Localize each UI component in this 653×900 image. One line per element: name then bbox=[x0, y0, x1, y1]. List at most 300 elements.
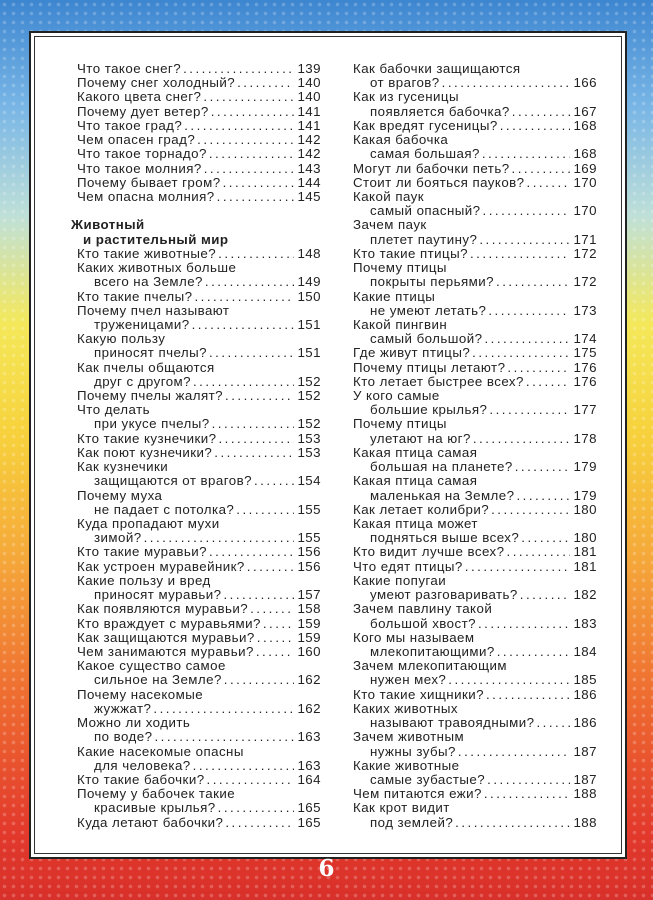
spacer bbox=[77, 204, 321, 218]
toc-entry-line: Какой паук bbox=[353, 188, 425, 204]
dot-leader bbox=[484, 787, 571, 801]
toc-entry-title: самые зубастые? bbox=[370, 771, 486, 787]
toc-page-number: 141 bbox=[297, 103, 321, 119]
toc-page-number: 152 bbox=[297, 373, 321, 389]
toc-entry-line bbox=[77, 190, 321, 204]
toc-entry[interactable] bbox=[353, 474, 597, 502]
toc-page-number: 164 bbox=[297, 771, 321, 787]
toc-entry-line bbox=[353, 346, 597, 360]
toc-page-number: 142 bbox=[297, 146, 321, 162]
toc-entry[interactable] bbox=[77, 816, 321, 830]
toc-page-number: 170 bbox=[573, 203, 597, 219]
toc-entry[interactable] bbox=[77, 133, 321, 147]
toc-entry-line: У кого самые bbox=[353, 388, 440, 404]
toc-entry-title: Почему дует ветер? bbox=[77, 103, 209, 119]
toc-entry-line bbox=[353, 233, 597, 247]
toc-entry-line: Зачем паук bbox=[353, 217, 427, 233]
toc-page-number: 153 bbox=[297, 430, 321, 446]
toc-entry-line bbox=[77, 76, 321, 90]
toc-entry[interactable] bbox=[77, 332, 321, 360]
toc-entry-title: Чем занимаются муравьи? bbox=[77, 643, 254, 659]
toc-entry-line bbox=[353, 275, 597, 289]
toc-entry-line: Какую пользу bbox=[77, 331, 166, 347]
toc-entry[interactable] bbox=[353, 631, 597, 659]
toc-page-number: 183 bbox=[573, 615, 597, 631]
toc-entry-line bbox=[77, 602, 321, 616]
toc-entry[interactable] bbox=[77, 403, 321, 431]
toc-page-number: 172 bbox=[573, 274, 597, 290]
toc-entry[interactable] bbox=[77, 361, 321, 389]
dot-leader bbox=[144, 531, 295, 545]
toc-page-number: 163 bbox=[297, 757, 321, 773]
toc-entry[interactable] bbox=[353, 176, 597, 190]
toc-entry-line bbox=[353, 745, 597, 759]
toc-entry-line: Какие пользу и вред bbox=[77, 572, 211, 588]
toc-entry-line: Какой пингвин bbox=[353, 316, 448, 332]
toc-page-number: 156 bbox=[297, 558, 321, 574]
toc-entry[interactable] bbox=[77, 688, 321, 716]
dot-leader bbox=[257, 631, 295, 645]
toc-entry-title: плетет паутину? bbox=[370, 231, 478, 247]
toc-entry-line bbox=[353, 545, 597, 559]
toc-page-number: 165 bbox=[297, 814, 321, 830]
toc-entry[interactable] bbox=[77, 716, 321, 744]
contents-column-right bbox=[353, 62, 597, 830]
dot-leader bbox=[516, 489, 570, 503]
toc-entry-line bbox=[77, 631, 321, 645]
toc-entry-title: Как появляются муравьи? bbox=[77, 601, 249, 617]
toc-page-number: 151 bbox=[297, 316, 321, 332]
toc-entry-title: Почему бывает гром? bbox=[77, 174, 221, 190]
toc-page-number: 187 bbox=[573, 743, 597, 759]
toc-entry[interactable] bbox=[353, 417, 597, 445]
toc-page-number: 179 bbox=[573, 487, 597, 503]
toc-entry[interactable] bbox=[77, 645, 321, 659]
toc-entry[interactable] bbox=[353, 318, 597, 346]
toc-entry-line: Почему муха bbox=[77, 487, 163, 503]
toc-entry-title: друг с другом? bbox=[94, 373, 191, 389]
toc-page-number: 176 bbox=[573, 373, 597, 389]
dot-leader bbox=[153, 702, 294, 716]
toc-entry[interactable] bbox=[77, 787, 321, 815]
toc-entry[interactable] bbox=[353, 503, 597, 517]
toc-entry-line bbox=[77, 545, 321, 559]
dot-leader bbox=[486, 688, 570, 702]
toc-entry-line bbox=[77, 162, 321, 176]
toc-entry-title: Где живут птицы? bbox=[353, 345, 471, 361]
dot-leader bbox=[237, 76, 294, 90]
toc-entry[interactable] bbox=[353, 261, 597, 289]
toc-page-number: 142 bbox=[297, 132, 321, 148]
dot-leader bbox=[491, 503, 570, 517]
dot-leader bbox=[223, 588, 294, 602]
toc-entry[interactable] bbox=[353, 759, 597, 787]
dot-leader bbox=[483, 204, 571, 218]
toc-page-number: 168 bbox=[573, 146, 597, 162]
toc-entry[interactable] bbox=[353, 574, 597, 602]
toc-entry[interactable] bbox=[353, 801, 597, 829]
dot-leader bbox=[473, 432, 571, 446]
dot-leader bbox=[205, 275, 295, 289]
dot-leader bbox=[526, 375, 571, 389]
toc-entry-line: Какие птицы bbox=[353, 288, 436, 304]
toc-entry-title: Что такое снег? bbox=[77, 61, 182, 76]
toc-entry-title: защищаются от врагов? bbox=[94, 473, 252, 489]
toc-entry-line bbox=[77, 702, 321, 716]
toc-entry-line bbox=[77, 730, 321, 744]
toc-entry-line: Почему насекомые bbox=[77, 686, 204, 702]
toc-entry[interactable] bbox=[353, 361, 597, 375]
toc-entry[interactable] bbox=[353, 545, 597, 559]
toc-entry[interactable] bbox=[353, 190, 597, 218]
dot-leader bbox=[250, 602, 294, 616]
toc-entry-line bbox=[77, 119, 321, 133]
toc-entry-title: Почему пчелы жалят? bbox=[77, 388, 223, 404]
toc-entry-title: подняться выше всех? bbox=[370, 530, 520, 546]
toc-entry-title: Кто видит лучше всех? bbox=[353, 544, 505, 560]
toc-entry[interactable] bbox=[77, 602, 321, 616]
toc-entry[interactable] bbox=[353, 218, 597, 246]
dot-leader bbox=[536, 716, 570, 730]
toc-entry-line bbox=[77, 346, 321, 360]
toc-entry[interactable] bbox=[77, 773, 321, 787]
toc-page-number: 179 bbox=[573, 459, 597, 475]
dot-leader bbox=[197, 133, 294, 147]
toc-entry-title: по воде? bbox=[94, 729, 153, 745]
toc-entry[interactable] bbox=[353, 389, 597, 417]
toc-page-number: 170 bbox=[573, 174, 597, 190]
toc-entry[interactable] bbox=[353, 702, 597, 730]
toc-entry-line: Какая птица самая bbox=[353, 444, 478, 460]
toc-entry[interactable] bbox=[77, 90, 321, 104]
dot-leader bbox=[507, 545, 571, 559]
toc-page-number: 171 bbox=[573, 231, 597, 247]
toc-entry[interactable] bbox=[77, 162, 321, 176]
dot-leader bbox=[218, 432, 294, 446]
page-number: 6 bbox=[318, 855, 335, 882]
toc-entry-title: при укусе пчелы? bbox=[94, 416, 210, 432]
toc-page-number: 145 bbox=[297, 188, 321, 204]
toc-entry-line bbox=[353, 176, 597, 190]
dot-leader bbox=[515, 460, 571, 474]
toc-entry-title: улетают на юг? bbox=[370, 430, 471, 446]
toc-entry-title: млекопитающими? bbox=[370, 643, 495, 659]
toc-entry-line bbox=[77, 176, 321, 190]
toc-entry[interactable] bbox=[77, 574, 321, 602]
toc-entry-title: Почему снег холодный? bbox=[77, 75, 236, 91]
toc-page-number: 176 bbox=[573, 359, 597, 375]
toc-entry-line: Какое существо самое bbox=[77, 658, 226, 674]
toc-entry-line: Как пчелы общаются bbox=[77, 359, 215, 375]
toc-page-number: 188 bbox=[573, 786, 597, 802]
toc-page-number: 139 bbox=[297, 61, 321, 76]
toc-entry-line bbox=[353, 361, 597, 375]
toc-entry-line bbox=[77, 588, 321, 602]
toc-entry-line bbox=[353, 147, 597, 161]
toc-page-number: 151 bbox=[297, 345, 321, 361]
toc-entry[interactable] bbox=[353, 162, 597, 176]
toc-entry-line: Почему птицы bbox=[353, 260, 447, 276]
toc-entry-line bbox=[77, 375, 321, 389]
toc-entry[interactable] bbox=[77, 76, 321, 90]
toc-entry-title: большая на планете? bbox=[370, 459, 513, 475]
toc-entry-line bbox=[353, 460, 597, 474]
toc-entry[interactable] bbox=[77, 659, 321, 687]
toc-page-number: 160 bbox=[297, 643, 321, 659]
toc-page-number: 153 bbox=[297, 444, 321, 460]
dot-leader bbox=[209, 147, 295, 161]
toc-entry[interactable] bbox=[77, 261, 321, 289]
toc-page-number: 148 bbox=[297, 245, 321, 261]
dot-leader bbox=[442, 76, 571, 90]
dot-leader bbox=[458, 745, 571, 759]
toc-entry[interactable] bbox=[353, 730, 597, 758]
toc-page-number: 158 bbox=[297, 601, 321, 617]
dot-leader bbox=[254, 474, 294, 488]
toc-entry-title: Кто такие кузнечики? bbox=[77, 430, 217, 446]
toc-entry[interactable] bbox=[77, 631, 321, 645]
toc-entry-title: Чем опасна молния? bbox=[77, 188, 215, 204]
toc-page-number: 173 bbox=[573, 302, 597, 318]
toc-entry-line bbox=[77, 147, 321, 161]
toc-entry[interactable] bbox=[77, 517, 321, 545]
toc-page-number: 141 bbox=[297, 117, 321, 133]
toc-entry[interactable] bbox=[353, 133, 597, 161]
toc-entry-title: Как вредят гусеницы? bbox=[353, 117, 498, 133]
toc-entry-title: Чем питаются ежи? bbox=[353, 786, 482, 802]
toc-entry-line: Кого мы называем bbox=[353, 629, 475, 645]
toc-entry-line bbox=[353, 773, 597, 787]
dot-leader bbox=[478, 617, 570, 631]
toc-entry-line bbox=[77, 318, 321, 332]
toc-entry-line bbox=[77, 105, 321, 119]
dot-leader bbox=[247, 560, 295, 574]
toc-entry-line bbox=[353, 716, 597, 730]
dot-leader bbox=[224, 673, 295, 687]
toc-page-number: 165 bbox=[297, 800, 321, 816]
toc-entry-line: Почему у бабочек такие bbox=[77, 786, 236, 802]
toc-entry-line bbox=[77, 617, 321, 631]
toc-entry-title: Что такое молния? bbox=[77, 160, 202, 176]
toc-entry-line: Куда пропадают мухи bbox=[77, 516, 220, 531]
dot-leader bbox=[193, 759, 295, 773]
toc-entry[interactable] bbox=[353, 346, 597, 360]
toc-entry-line bbox=[77, 801, 321, 815]
dot-leader bbox=[212, 417, 295, 431]
toc-entry-title: Чем опасен град? bbox=[77, 132, 196, 148]
toc-entry[interactable] bbox=[77, 432, 321, 446]
toc-entry[interactable] bbox=[77, 446, 321, 460]
toc-entry[interactable] bbox=[77, 560, 321, 574]
dot-leader bbox=[479, 233, 570, 247]
toc-entry-line: Какие животные bbox=[353, 757, 460, 773]
toc-page-number: 140 bbox=[297, 75, 321, 91]
toc-page-number: 186 bbox=[573, 715, 597, 731]
dot-leader bbox=[204, 162, 295, 176]
toc-entry-line bbox=[77, 645, 321, 659]
toc-entry[interactable] bbox=[77, 62, 321, 76]
toc-entry-title: Что такое торнадо? bbox=[77, 146, 207, 162]
toc-entry[interactable] bbox=[77, 460, 321, 488]
dot-leader bbox=[256, 645, 295, 659]
toc-entry-line: Зачем млекопитающим bbox=[353, 658, 507, 674]
toc-entry-line: Почему птицы bbox=[353, 416, 447, 432]
toc-entry[interactable] bbox=[77, 745, 321, 773]
toc-page-number: 140 bbox=[297, 89, 321, 105]
toc-entry[interactable] bbox=[77, 119, 321, 133]
toc-page-number: 175 bbox=[573, 345, 597, 361]
toc-entry[interactable] bbox=[77, 545, 321, 559]
toc-entry-title: не падает с потолка? bbox=[94, 501, 235, 517]
toc-entry-line: Какая птица может bbox=[353, 516, 478, 531]
toc-entry-line: Что делать bbox=[77, 402, 150, 418]
toc-entry-line bbox=[353, 787, 597, 801]
section-heading: и растительный мир bbox=[83, 231, 229, 247]
toc-entry[interactable] bbox=[353, 688, 597, 702]
toc-entry-line bbox=[353, 560, 597, 574]
toc-entry-line bbox=[77, 247, 321, 261]
dot-leader bbox=[223, 176, 295, 190]
toc-entry-title: Кто такие муравьи? bbox=[77, 544, 207, 560]
toc-entry-title: красивые крылья? bbox=[94, 800, 216, 816]
toc-entry-line bbox=[353, 617, 597, 631]
toc-entry-line bbox=[353, 247, 597, 261]
toc-entry-title: нужны зубы? bbox=[370, 743, 456, 759]
toc-entry-title: большие крылья? bbox=[370, 402, 488, 418]
toc-entry[interactable] bbox=[353, 659, 597, 687]
toc-entry[interactable] bbox=[353, 290, 597, 318]
toc-page-number: 157 bbox=[297, 587, 321, 603]
toc-entry-line bbox=[77, 474, 321, 488]
toc-entry-line bbox=[77, 560, 321, 574]
dot-leader bbox=[488, 304, 570, 318]
toc-entry-title: Как летает колибри? bbox=[353, 501, 490, 517]
toc-entry-line bbox=[77, 62, 321, 76]
toc-page-number: 154 bbox=[297, 473, 321, 489]
toc-page-number: 152 bbox=[297, 416, 321, 432]
toc-entry-line bbox=[77, 446, 321, 460]
toc-entry-line bbox=[353, 432, 597, 446]
dot-leader bbox=[500, 119, 571, 133]
toc-entry-title: от врагов? bbox=[370, 75, 440, 91]
toc-entry[interactable] bbox=[353, 602, 597, 630]
toc-entry-line bbox=[77, 531, 321, 545]
toc-entry-line bbox=[353, 489, 597, 503]
toc-entry-line bbox=[77, 417, 321, 431]
toc-entry-title: Стоит ли бояться пауков? bbox=[353, 174, 525, 190]
toc-entry-line bbox=[353, 503, 597, 517]
toc-entry[interactable] bbox=[353, 90, 597, 118]
dot-leader bbox=[154, 730, 294, 744]
toc-entry[interactable] bbox=[77, 190, 321, 204]
toc-entry-title: Куда летают бабочки? bbox=[77, 814, 224, 830]
toc-entry[interactable] bbox=[353, 517, 597, 545]
toc-entry-line: Зачем животным bbox=[353, 729, 465, 745]
toc-entry-line: Почему пчел называют bbox=[77, 302, 230, 318]
dot-leader bbox=[520, 588, 571, 602]
toc-entry-title: жужжат? bbox=[94, 700, 152, 716]
toc-entry-line: Как из гусеницы bbox=[353, 89, 459, 105]
dot-leader bbox=[192, 318, 295, 332]
contents-frame bbox=[29, 31, 627, 859]
toc-entry-title: Как устроен муравейник? bbox=[77, 558, 245, 574]
toc-entry[interactable] bbox=[353, 560, 597, 574]
toc-entry-title: нужен мех? bbox=[370, 672, 447, 688]
toc-page-number: 150 bbox=[297, 288, 321, 304]
toc-entry-line bbox=[353, 531, 597, 545]
toc-entry-line bbox=[77, 133, 321, 147]
toc-entry[interactable] bbox=[353, 247, 597, 261]
toc-page-number: 155 bbox=[297, 530, 321, 546]
section-heading: Животный bbox=[71, 217, 145, 233]
toc-entry-title: под землей? bbox=[370, 814, 454, 830]
toc-entry-line: Как бабочки защищаются bbox=[353, 61, 521, 76]
toc-page-number: 177 bbox=[573, 402, 597, 418]
dot-leader bbox=[214, 446, 294, 460]
toc-entry-title: всего на Земле? bbox=[94, 274, 203, 290]
dot-leader bbox=[194, 290, 294, 304]
toc-entry-title: Что такое град? bbox=[77, 117, 183, 133]
toc-entry-line bbox=[353, 673, 597, 687]
dot-leader bbox=[448, 673, 570, 687]
dot-leader bbox=[211, 105, 295, 119]
dot-leader bbox=[455, 816, 570, 830]
toc-entry[interactable] bbox=[77, 176, 321, 190]
dot-leader bbox=[209, 545, 295, 559]
toc-entry-title: называют травоядными? bbox=[370, 715, 535, 731]
toc-entry[interactable] bbox=[77, 489, 321, 517]
toc-entry-title: Как поют кузнечики? bbox=[77, 444, 213, 460]
toc-entry[interactable] bbox=[77, 247, 321, 261]
toc-page-number: 188 bbox=[573, 814, 597, 830]
toc-page-number: 178 bbox=[573, 430, 597, 446]
toc-entry[interactable] bbox=[77, 105, 321, 119]
toc-entry-title: маленькая на Земле? bbox=[370, 487, 515, 503]
toc-entry-line bbox=[353, 645, 597, 659]
toc-entry[interactable] bbox=[353, 446, 597, 474]
toc-entry-line bbox=[353, 76, 597, 90]
toc-entry[interactable] bbox=[77, 290, 321, 304]
toc-page-number: 168 bbox=[573, 117, 597, 133]
toc-entry-title: Как защищаются муравьи? bbox=[77, 629, 255, 645]
dot-leader bbox=[465, 560, 571, 574]
toc-entry-line bbox=[77, 773, 321, 787]
toc-entry[interactable] bbox=[353, 787, 597, 801]
toc-entry[interactable] bbox=[353, 375, 597, 389]
dot-leader bbox=[263, 617, 295, 631]
dot-leader bbox=[207, 773, 295, 787]
toc-entry-line bbox=[353, 162, 597, 176]
dot-leader bbox=[203, 90, 294, 104]
toc-entry[interactable] bbox=[353, 119, 597, 133]
toc-entry-line bbox=[77, 673, 321, 687]
toc-entry-line bbox=[77, 759, 321, 773]
toc-entry-line bbox=[77, 432, 321, 446]
toc-entry-title: зимой? bbox=[94, 530, 142, 546]
dot-leader bbox=[217, 190, 295, 204]
toc-entry-title: приносят муравьи? bbox=[94, 587, 222, 603]
toc-entry[interactable] bbox=[77, 389, 321, 403]
toc-page-number: 163 bbox=[297, 729, 321, 745]
toc-entry[interactable] bbox=[77, 617, 321, 631]
toc-entry[interactable] bbox=[77, 304, 321, 332]
toc-entry[interactable] bbox=[77, 147, 321, 161]
toc-entry[interactable] bbox=[353, 62, 597, 90]
toc-page-number: 149 bbox=[297, 274, 321, 290]
dot-leader bbox=[472, 346, 570, 360]
toc-page-number: 169 bbox=[573, 160, 597, 176]
toc-page-number: 166 bbox=[573, 75, 597, 91]
